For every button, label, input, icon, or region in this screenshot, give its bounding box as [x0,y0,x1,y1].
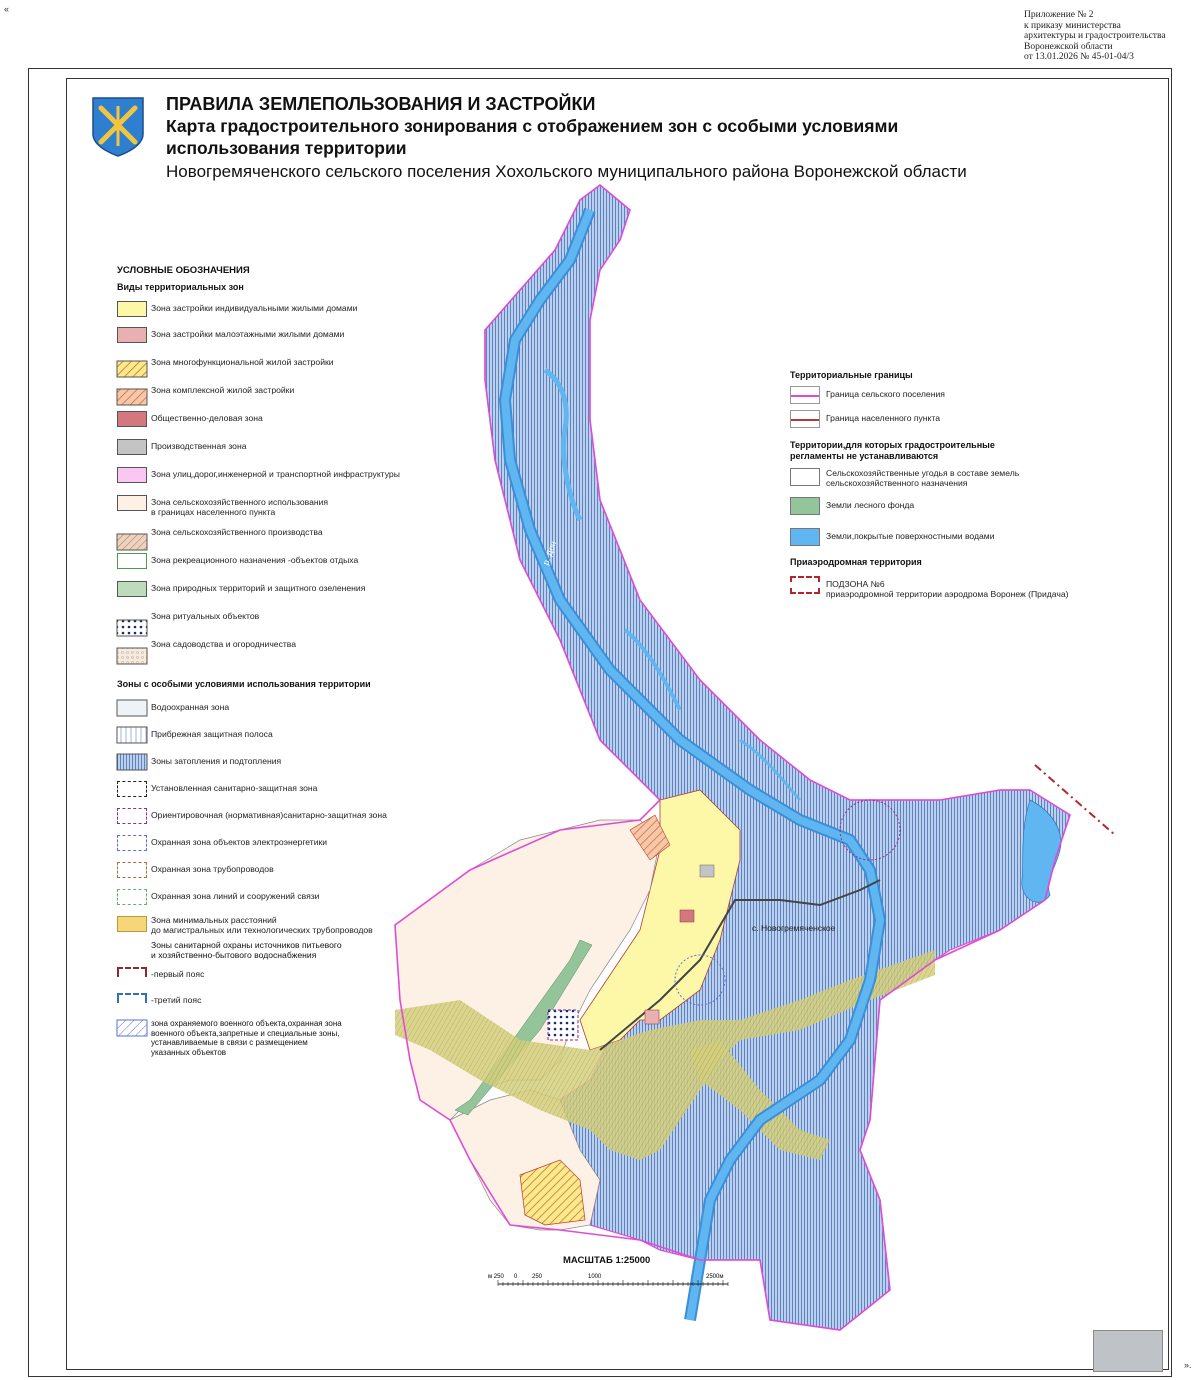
legend-water-item [117,967,407,985]
scale-tick-label: м 250 [488,1274,504,1280]
legend-special-item [117,916,407,934]
legend-heading: УСЛОВНЫЕ ОБОЗНАЧЕНИЯ [117,265,250,276]
legend-zone-swatch [117,439,147,455]
legend-zone-swatch [117,609,147,625]
legend-noreg-swatch [790,497,820,515]
appendix-line: архитектуры и градостроительства [1024,31,1166,41]
legend-special-swatch [117,727,147,743]
corner-mark-left: « [4,4,10,14]
coat-of-arms-icon [91,96,145,158]
public-building [645,1010,659,1024]
legend-special-swatch [117,754,147,770]
airport-swatch [790,576,820,594]
appendix-line: Приложение № 2 [1024,10,1094,20]
legend-special-item [117,862,407,880]
scale-title: МАСШТАБ 1:25000 [563,1255,651,1266]
legend-zone-label: Зона сельскохозяйственного производства [151,527,323,537]
legend-special-swatch [117,700,147,716]
legend-zone-swatch [117,637,147,653]
legend-zone-swatch [117,525,147,541]
legend-zone-label: Зона ритуальных объектов [151,611,260,621]
zones-heading: Виды территориальных зон [117,282,244,292]
legend-special-label: Водоохранная зона [151,702,230,712]
scale-tick-label: 250 [532,1274,543,1280]
legend-special-item [117,835,407,853]
legend-special-label: Охранная зона линий и сооружений связи [151,891,320,901]
legend-zone-item [117,637,407,655]
legend-water-item [117,993,407,1011]
special-heading: Зоны с особыми условиями использования территории [117,679,371,689]
legend-zone-swatch [117,581,147,597]
legend-special-item [117,727,407,745]
village-label: с. Новогремяченское [752,923,836,933]
legend-border-label: Граница сельского поселения [826,389,945,399]
legend-special-label: Установленная санитарно-защитная зона [151,783,318,793]
water-heading: Зоны санитарной охраны источников питьевого и хозяйственно-бытового водоснабжения [151,940,342,960]
legend-special-item [117,889,407,907]
legend-border-item [790,410,1120,430]
legend-zone-item [117,411,407,429]
legend-special-swatch [117,889,147,905]
industrial-building [700,865,714,877]
legend-special-item [117,808,407,826]
legend-special-item [117,754,407,772]
subtitle-3: Новогремяченского сельского поселения Хохольского муниципального района Воронежской области [166,162,967,181]
scale-bar [488,1270,748,1294]
legend-water-swatch [117,967,147,977]
subtitle-1: Карта градостроительного зонирования с отображением зон с особыми условиями [166,116,899,136]
legend-zone-swatch [117,553,147,569]
legend-special-swatch [117,835,147,851]
legend-noreg-swatch [790,468,820,486]
legend-border-item [790,386,1120,406]
document-stamp [1093,1330,1163,1372]
scale-tick-label: 1000 [588,1274,602,1280]
legend-border-swatch [790,410,820,428]
legend-zone-item [117,525,407,543]
legend-special-swatch [117,808,147,824]
appendix-line: от 13.01.2026 № 45-01-04/3 [1024,52,1134,62]
legend-special-label: Охранная зона объектов электроэнергетики [151,837,328,847]
legend-zone-label: Зона сельскохозяйственного использования в границах населенного пункта [151,497,329,517]
legend-zone-item [117,553,407,571]
legend-special-item [117,781,407,799]
appendix-line: Воронежской области [1024,41,1113,52]
noreg-heading: Территории,для которых градостроительные регламенты не устанавливаются [790,440,995,461]
main-title: ПРАВИЛА ЗЕМЛЕПОЛЬЗОВАНИЯ И ЗАСТРОЙКИ [166,94,596,114]
legend-zone-swatch [117,411,147,427]
legend-zone-item [117,301,407,319]
legend-zone-label: Зона застройки индивидуальными жилыми домами [151,303,358,313]
title-block [166,93,1046,183]
legend-special-label: Охранная зона трубопроводов [151,864,274,874]
military-zone [548,1010,578,1040]
legend-zone-label: Производственная зона [151,441,247,451]
legend-swatches [117,361,147,1036]
legend-zone-label: Зона садоводства и огородничества [151,639,297,649]
legend-zone-swatch [117,301,147,317]
legend-special-swatch [117,781,147,797]
legend-water-swatch [117,993,147,1003]
river-label: р. Дон [540,539,559,567]
legend-zone-item [117,355,407,373]
legend-zone-item [117,439,407,457]
swatch-military [117,1020,147,1036]
legend-noreg-label: Земли,покрытые поверхностными водами [826,531,995,541]
legend-zone-label: Зона многофункциональной жилой застройки [151,357,334,367]
legend-special-item [117,700,407,718]
legend-zone-item [117,467,407,485]
legend-special-swatch [117,916,147,932]
legend-special-swatch [117,862,147,878]
corner-mark-right: ». [1184,1360,1192,1370]
legend-zone-label: Зона улиц,дорог,инженерной и транспортной инфраструктуры [151,469,400,479]
airport-heading: Приаэродромная территория [790,557,922,567]
legend-noreg-label: Земли лесного фонда [826,500,915,510]
legend-zone-swatch [117,467,147,483]
legend-zone-label: Зона застройки малоэтажными жилыми домами [151,329,345,339]
legend-zone-label: Зона комплексной жилой застройки [151,385,295,395]
legend-zone-item [117,383,407,401]
legend-water-label: -третий пояс [151,995,202,1005]
legend-zone-label: Зона природных территорий и защитного озеленения [151,583,366,593]
legend-noreg-item [790,468,1120,488]
legend-noreg-item [790,528,1120,548]
legend-special-label: Зоны затопления и подтопления [151,756,282,766]
legend-noreg-item [790,497,1120,517]
legend-special-label: Ориентировочная (нормативная)санитарно-защитная зона [151,810,387,820]
legend-zone-label: Общественно-деловая зона [151,413,263,423]
legend-water-label: -первый пояс [151,969,205,979]
airport-label: ПОДЗОНА №6 приаэродромной территории аэродрома Воронеж (Придача) [826,579,1069,599]
legend-noreg-swatch [790,528,820,546]
legend-noreg-label: Сельскохозяйственные угодья в составе земель сельскохозяйственного назначения [826,468,1020,488]
borders-heading: Территориальные границы [790,370,913,380]
subtitle-2: использования территории [166,138,407,158]
legend-zone-swatch [117,383,147,399]
legend-zone-item [117,581,407,599]
legend-zone-swatch [117,495,147,511]
public-building [680,910,694,922]
legend-zone-swatch [117,327,147,343]
legend-zone-label: Зона рекреационного назначения -объектов отдыха [151,555,359,565]
scale-tick-label: 0 [514,1274,518,1280]
legend-border-swatch [790,386,820,404]
legend-zone-item [117,495,407,517]
appendix-line: к приказу министерства [1024,20,1121,31]
scale-tick-label: 2500м [706,1274,724,1280]
legend-zone-swatch [117,355,147,371]
legend-border-label: Граница населенного пункта [826,413,941,423]
legend-special-label: Прибрежная защитная полоса [151,729,273,739]
legend-zone-item [117,609,407,627]
legend-zone-item [117,327,407,345]
military-label: зона охраняемого военного объекта,охранная зона военного объекта,запретные и специальные зоны, устанавливаемые в связи с размещением указанных объектов [151,1019,342,1057]
airport-item [790,576,1120,599]
legend-special-label: Зона минимальных расстояний до магистральных или технологических трубопроводов [151,915,373,935]
